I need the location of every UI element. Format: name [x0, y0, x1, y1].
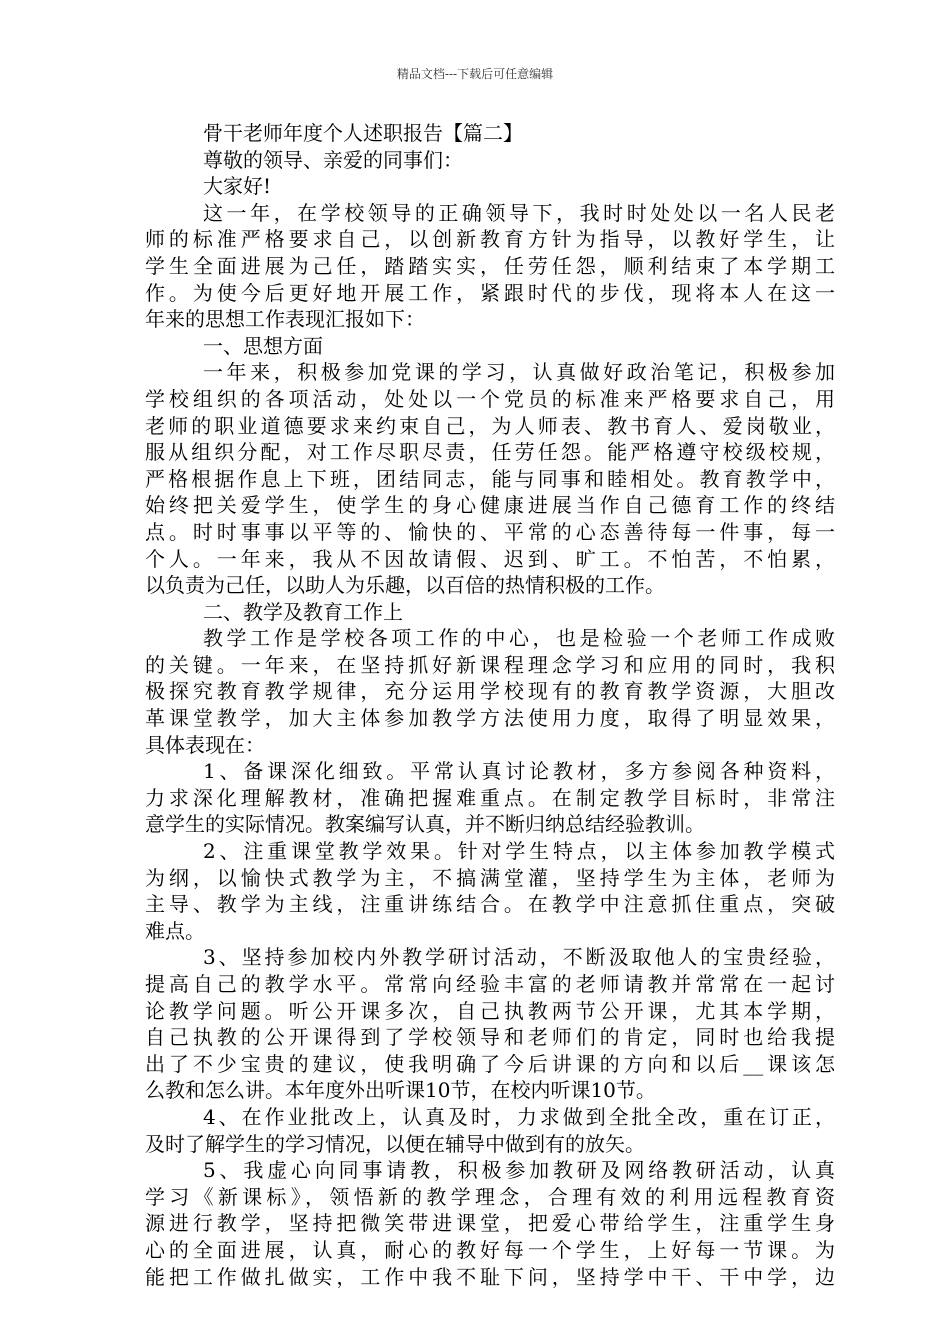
text-line: 提高自己的教学水平。常常向经验丰富的老师请教并常常在一起讨: [145, 972, 835, 996]
text-line: 4、在作业批改上，认真及时，力求做到全批全改，重在订正，: [203, 1104, 835, 1129]
text-line: 学生全面进展为己任，踏踏实实，任劳任怨，顺利结束了本学期工: [145, 253, 835, 278]
text-line: 的关键。一年来，在坚持抓好新课程理念学习和应用的同时，我积: [145, 652, 835, 677]
text-line: 主导、教学为主线，注重讲练结合。在教学中注意抓住重点，突破: [145, 892, 835, 917]
text-line: 服从组织分配，对工作尽职尽责，任劳任怨。能严格遵守校级校规，: [145, 440, 835, 465]
text-line: 以负责为己任，以助人为乐趣，以百倍的热情积极的工作。: [145, 573, 665, 598]
text-line: 出了不少宝贵的建议，使我明确了今后讲课的方向和以后__课该怎: [145, 1051, 835, 1076]
text-line: 1、备课深化细致。平常认真讨论教材，多方参阅各种资料，: [203, 759, 835, 784]
text-line: 教学工作是学校各项工作的中心，也是检验一个老师工作成败: [203, 626, 835, 651]
text-line: 么教和怎么讲。本年度外出听课10节，在校内听课10节。: [145, 1078, 656, 1103]
text-line: 力求深化理解教材，准确把握难重点。在制定教学目标时，非常注: [145, 785, 835, 810]
text-line: 老师的职业道德要求来约束自己，为人师表、教书育人、爱岗敬业，: [145, 413, 835, 438]
text-line: 学校组织的各项活动，处处以一个党员的标准来严格要求自己，用: [145, 386, 835, 411]
text-line: 师的标准严格要求自己，以创新教育方针为指导，以教好学生，让: [145, 227, 835, 252]
text-line: 具体表现在：: [145, 732, 265, 757]
text-line: 一年来，积极参加党课的学习，认真做好政治笔记，积极参加: [203, 360, 835, 385]
text-line: 难点。: [145, 918, 205, 943]
text-line: 骨干老师年度个人述职报告【篇二】: [203, 121, 523, 145]
text-line: 这一年，在学校领导的正确领导下，我时时处处以一名人民老: [203, 200, 835, 225]
text-line: 点。时时事事以平等的、愉快的、平常的心态善待每一件事，每一: [145, 519, 835, 544]
text-line: 5、我虚心向同事请教，积极参加教研及网络教研活动，认真: [203, 1158, 835, 1183]
text-line: 为纲，以愉快式教学为主，不搞满堂灌，坚持学生为主体，老师为: [145, 865, 835, 890]
text-line: 能把工作做扎做实，工作中我不耻下问，坚持学中干、干中学，边: [145, 1264, 835, 1289]
text-line: 论教学问题。听公开课多次，自己执教两节公开课，尤其本学期，: [145, 998, 835, 1023]
text-line: 尊敬的领导、亲爱的同事们：: [203, 147, 463, 172]
page-header: 精品文档---下载后可任意编辑: [396, 67, 554, 81]
text-line: 意学生的实际情况。教案编写认真，并不断归纳总结经验教训。: [145, 812, 705, 837]
text-line: 学习《新课标》，领悟新的教学理念，合理有效的利用远程教育资: [145, 1184, 835, 1209]
text-line: 始终把关爱学生，使学生的身心健康进展当作自己德育工作的终结: [145, 493, 835, 518]
text-line: 二、教学及教育工作上: [203, 599, 403, 624]
text-line: 作。为使今后更好地开展工作，紧跟时代的步伐，现将本人在这一: [145, 280, 835, 305]
text-line: 2、注重课堂教学效果。针对学生特点，以主体参加教学模式: [203, 839, 835, 864]
text-line: 自己执教的公开课得到了学校领导和老师们的肯定，同时也给我提: [145, 1025, 835, 1050]
text-line: 个人。一年来，我从不因故请假、迟到、旷工。不怕苦，不怕累，: [145, 546, 835, 571]
document-body: [145, 120, 835, 1290]
text-line: 年来的思想工作表现汇报如下：: [145, 307, 425, 332]
text-line: 心的全面进展，认真，耐心的教好每一个学生，上好每一节课。为: [145, 1237, 835, 1262]
text-line: 3、坚持参加校内外教学研讨活动，不断汲取他人的宝贵经验，: [203, 945, 835, 970]
text-line: 严格根据作息上下班，团结同志，能与同事和睦相处。教育教学中，: [145, 466, 835, 491]
text-line: 一、思想方面: [203, 333, 323, 358]
text-line: 及时了解学生的学习情况，以便在辅导中做到有的放矢。: [145, 1131, 645, 1156]
text-line: 极探究教育教学规律，充分运用学校现有的教育教学资源，大胆改: [145, 679, 835, 704]
text-line: 革课堂教学，加大主体参加教学方法使用力度，取得了明显效果，: [145, 706, 835, 731]
text-line: 大家好!: [203, 174, 272, 199]
text-line: 源进行教学，坚持把微笑带进课堂，把爱心带给学生，注重学生身: [145, 1211, 835, 1236]
